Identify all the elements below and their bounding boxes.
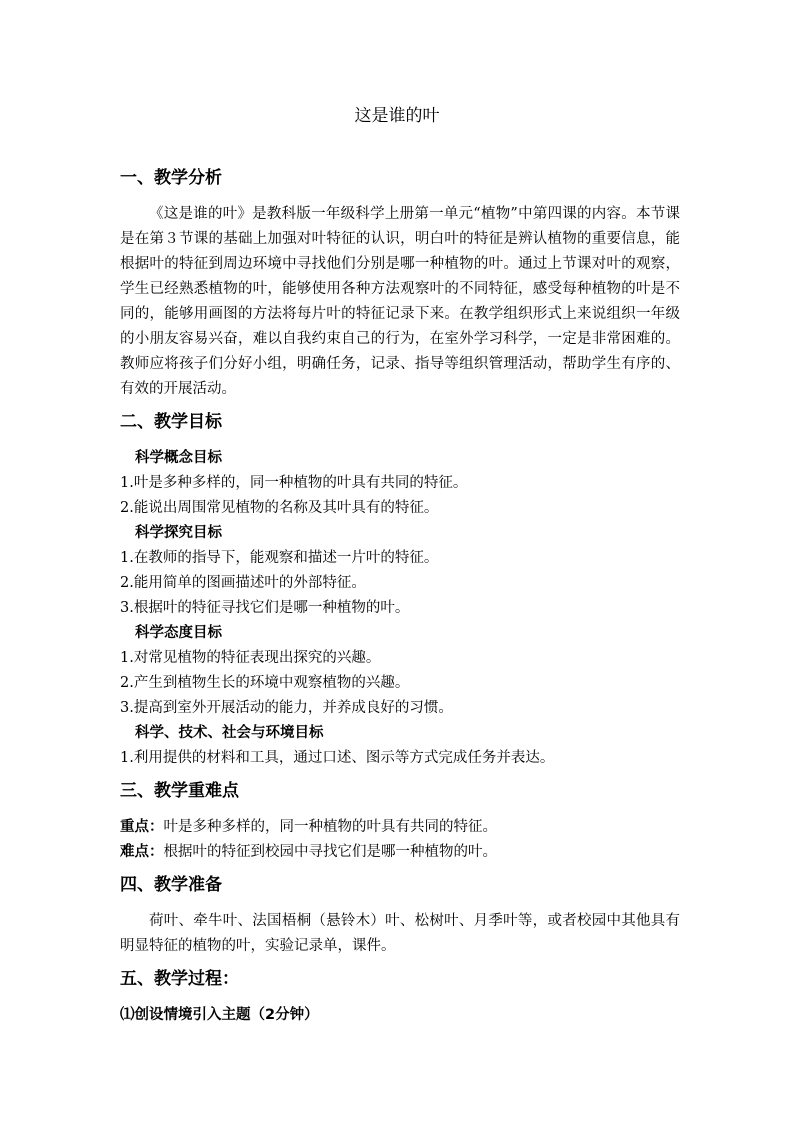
goal-item: 1.叶是多种多样的，同一种植物的叶具有共同的特征。 — [120, 475, 468, 491]
key-point-text: 叶是多种多样的，同一种植物的叶具有共同的特征。 — [163, 819, 497, 835]
goal-item: 3.根据叶的特征寻找它们是哪一种植物的叶。 — [120, 600, 410, 616]
goal-item: 1.利用提供的材料和工具，通过口述、图示等方式完成任务并表达。 — [120, 750, 555, 766]
goal-item: 2.能说出周围常见植物的名称及其叶具有的特征。 — [120, 500, 439, 516]
goal-group-title: 科学概念目标 — [135, 450, 222, 466]
section-heading-preparation: 四、教学准备 — [120, 875, 222, 895]
key-point-line — [120, 815, 680, 840]
section-heading-keypoints: 三、教学重难点 — [120, 781, 239, 801]
goal-item: 3.提高到室外开展活动的能力，并养成良好的习惯。 — [120, 700, 453, 716]
document-body — [120, 166, 680, 1027]
goal-item: 2.能用简单的图画描述叶的外部特征。 — [120, 575, 366, 591]
section-heading-process: 五、教学过程： — [120, 969, 239, 989]
goal-item: 2.产生到植物生长的环境中观察植物的兴趣。 — [120, 675, 410, 691]
preparation-paragraph: 荷叶、牵牛叶、法国梧桐（悬铃木）叶、松树叶、月季叶等，或者校园中其他具有明显特征的植物的叶，实验记录单，课件。 — [120, 913, 680, 954]
goal-group-title: 科学、技术、社会与环境目标 — [135, 725, 324, 741]
section-heading-analysis: 一、教学分析 — [120, 168, 222, 188]
goal-item: 1.在教师的指导下，能观察和描述一片叶的特征。 — [120, 550, 439, 566]
section-heading-goals: 二、教学目标 — [120, 412, 222, 432]
goal-group-title: 科学态度目标 — [135, 625, 222, 641]
difficult-point-line — [120, 840, 680, 865]
page-title: 这是谁的叶 — [354, 106, 440, 126]
goal-group-title: 科学探究目标 — [135, 525, 222, 541]
analysis-paragraph: 《这是谁的叶》是教科版一年级科学上册第一单元“植物”中第四课的内容。本节课是在第３节课的基础上加强对叶特征的认识，明白叶的特征是辨认植物的重要信息，能根据叶的特征到周边环境中寻找他们分别是哪一种植物的叶。通过上节课对叶的观察，学生已经熟悉植物的叶，能够使用各种方法观察叶的不同特征，感受每种植物的叶是不同的，能够用画图的方法将每片叶的特征记录下来。在教学组织形式上来说组织一年级的小朋友容易兴奋，难以自我约束自己的行为，在室外学习科学，一定是非常困难的。教师应将孩子们分好小组，明确任务，记录、指导等组织管理活动，帮助学生有序的、有效的开展活动。 — [120, 206, 680, 397]
difficult-point-text: 根据叶的特征到校园中寻找它们是哪一种植物的叶。 — [163, 844, 497, 860]
goal-item: 1.对常见植物的特征表现出探究的兴趣。 — [120, 650, 381, 666]
difficult-point-label: 难点： — [120, 844, 164, 860]
key-point-label: 重点： — [120, 819, 164, 835]
process-step-heading: ⑴创设情境引入主题（2分钟） — [120, 1007, 319, 1023]
